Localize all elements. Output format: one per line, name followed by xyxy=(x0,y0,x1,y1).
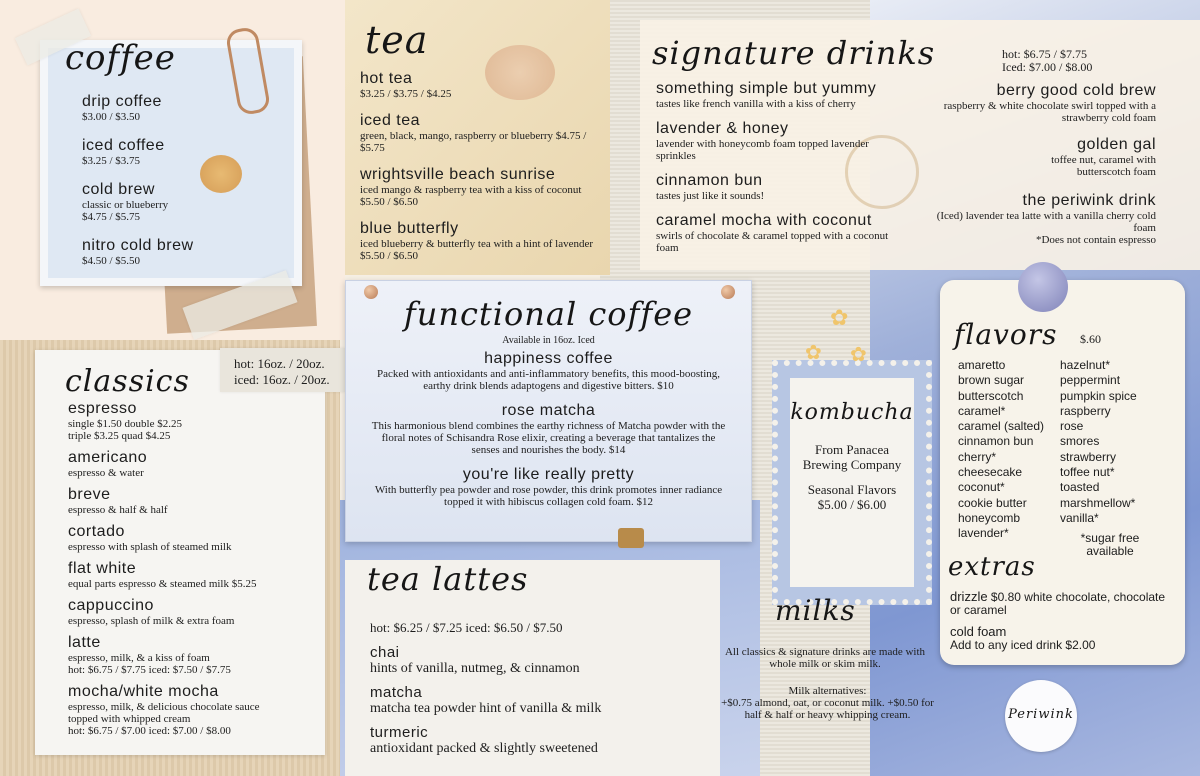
signature-item xyxy=(926,136,1156,178)
item-name: iced tea xyxy=(360,112,421,129)
kombucha-brewer: From Panacea Brewing Company xyxy=(802,442,902,472)
flower-icon: ✿ xyxy=(805,342,822,364)
item-name: nitro cold brew xyxy=(82,237,194,254)
item-desc: espresso, splash of milk & extra foam xyxy=(68,615,235,627)
item-desc: This harmonious blend combines the earthy richness of Matcha powder with the floral notes of Schisandra Rose elixir, creating a beverage that tantalizes the senses and nourishes the body. $14 xyxy=(371,420,726,456)
classics-size-iced: iced: 16oz. / 20oz. xyxy=(234,372,330,387)
milks-base-text: All classics & signature drinks are made with whole milk or skim milk. xyxy=(724,646,926,670)
item-price: $4.50 / $5.50 xyxy=(82,255,141,267)
tea-lattes-title: tea lattes xyxy=(367,560,529,598)
extras-cold-foam: cold foam xyxy=(950,624,1007,639)
classics-section xyxy=(35,350,325,755)
functional-subtitle: Available in 16oz. Iced xyxy=(502,335,595,346)
item-desc: equal parts espresso & steamed milk $5.25 xyxy=(68,578,257,590)
latte-item xyxy=(370,644,690,677)
functional-item xyxy=(371,466,726,508)
kombucha-section xyxy=(772,360,932,605)
flavors-section xyxy=(940,280,1185,665)
item-name: happiness coffee xyxy=(484,350,613,367)
item-name: hot tea xyxy=(360,70,413,87)
signature-item xyxy=(656,80,896,110)
item-name: you're like really pretty xyxy=(462,466,635,483)
tea-title: tea xyxy=(365,18,429,62)
flavor-item: caramel (salted) xyxy=(958,419,1045,434)
item-desc: matcha tea powder hint of vanilla & milk xyxy=(370,701,602,716)
functional-item xyxy=(371,402,726,456)
item-desc-2: triple $3.25 quad $4.25 xyxy=(68,430,171,442)
classics-title: classics xyxy=(65,364,190,399)
item-desc-2: hot: $6.75 / $7.75 iced: $7.50 / $7.75 xyxy=(68,664,231,676)
coffee-item xyxy=(82,181,282,223)
item-desc: iced blueberry & butterfly tea with a hint of lavender $5.50 / $6.50 xyxy=(360,238,594,262)
item-name: espresso xyxy=(68,400,137,417)
kombucha-title: kombucha xyxy=(790,400,914,425)
flavor-item: peppermint xyxy=(1060,373,1121,388)
tea-lattes-list xyxy=(370,644,690,764)
flavor-item: amaretto xyxy=(958,358,1006,372)
classics-size-tag xyxy=(220,348,345,392)
coffee-item xyxy=(82,137,282,167)
item-name: wrightsville beach sunrise xyxy=(360,166,556,183)
signature-price-iced: Iced: $7.00 / $8.00 xyxy=(1002,60,1093,74)
classics-item xyxy=(68,634,318,676)
item-desc: antioxidant packed & slightly sweetened xyxy=(370,741,598,756)
item-note: *Does not contain espresso xyxy=(1035,234,1156,246)
signature-list-right xyxy=(926,82,1156,253)
flavor-item: butterscotch xyxy=(958,388,1024,403)
flavor-item: vanilla* xyxy=(1060,510,1099,525)
flavors-column-1 xyxy=(958,358,1060,542)
flavor-item: hazelnut* xyxy=(1060,358,1111,372)
flavor-item: brown sugar xyxy=(958,373,1025,388)
flavors-list xyxy=(958,358,1170,542)
flavor-item: rose xyxy=(1060,419,1084,434)
wax-seal-icon xyxy=(1018,262,1068,312)
functional-title: functional coffee xyxy=(403,295,694,333)
item-desc: swirls of chocolate & caramel topped with a coconut foam xyxy=(656,230,889,254)
classics-item xyxy=(68,400,318,442)
item-name: breve xyxy=(68,486,111,503)
tea-list xyxy=(360,70,595,269)
signature-title: signature drinks xyxy=(652,34,936,72)
latte-item xyxy=(370,724,690,757)
signature-item xyxy=(656,212,896,254)
classics-item xyxy=(68,486,318,516)
milks-title: milks xyxy=(775,594,856,627)
coffee-title: coffee xyxy=(65,38,176,78)
item-name: mocha/white mocha xyxy=(68,683,219,700)
tea-item xyxy=(360,112,595,154)
signature-price-hot: hot: $6.75 / $7.75 xyxy=(1002,47,1088,61)
flavor-item: smores xyxy=(1060,434,1100,449)
item-name: cinnamon bun xyxy=(656,172,763,189)
item-desc: tastes just like it sounds! xyxy=(656,190,765,202)
item-desc: espresso, milk, & delicious chocolate sauce topped with whipped cream xyxy=(68,701,260,725)
milks-section xyxy=(715,590,940,776)
item-name: caramel mocha with coconut xyxy=(656,212,872,229)
item-desc: espresso with splash of steamed milk xyxy=(68,541,232,553)
classics-item xyxy=(68,597,318,627)
item-name: flat white xyxy=(68,560,137,577)
kombucha-flavors: Seasonal Flavors xyxy=(807,482,897,497)
kombucha-price: $5.00 / $6.00 xyxy=(817,497,887,512)
item-name: chai xyxy=(370,644,400,661)
flavor-item: caramel* xyxy=(958,403,1006,418)
binder-clip-icon xyxy=(618,528,644,548)
item-desc: toffee nut, caramel with butterscotch foam xyxy=(1051,154,1156,178)
flavor-item: toasted xyxy=(1060,480,1100,495)
item-desc: single $1.50 double $2.25 xyxy=(68,418,182,430)
item-name: cold brew xyxy=(82,181,155,198)
classics-list xyxy=(68,400,318,744)
item-name: turmeric xyxy=(370,724,429,741)
item-desc: espresso & half & half xyxy=(68,504,168,516)
item-desc: espresso, milk, & a kiss of foam xyxy=(68,652,210,664)
item-desc: hints of vanilla, nutmeg, & cinnamon xyxy=(370,661,580,676)
item-name: the periwink drink xyxy=(1022,192,1156,209)
milks-alt-text: +$0.75 almond, oat, or coconut milk. +$0.50 for half & half or heavy whipping cream. xyxy=(721,697,934,721)
item-desc: lavender with honeycomb foam topped lavender sprinkles xyxy=(656,138,869,162)
coffee-item xyxy=(82,93,282,123)
flavor-item: pumpkin spice xyxy=(1060,388,1137,403)
item-desc: green, black, mango, raspberry or blueberry $4.75 / $5.75 xyxy=(360,130,587,154)
item-desc: With butterfly pea powder and rose powder, this drink promotes inner radiance topped it with hibiscus collagen cold foam. $12 xyxy=(374,484,723,508)
item-name: cortado xyxy=(68,523,125,540)
flavors-column-2 xyxy=(1060,358,1170,542)
item-desc: (Iced) lavender tea latte with a vanilla cherry cold foam xyxy=(936,210,1156,234)
tea-item xyxy=(360,70,595,100)
flavor-item: cinnamon bun xyxy=(958,434,1034,449)
tea-item xyxy=(360,220,595,262)
flavors-title: flavors xyxy=(954,318,1058,351)
item-price: $4.75 / $5.75 xyxy=(82,211,141,223)
coffee-item xyxy=(82,237,282,267)
tea-section xyxy=(345,0,610,275)
flavors-price: $.60 xyxy=(1080,332,1101,346)
item-desc: classic or blueberry xyxy=(82,199,169,211)
tea-lattes-section xyxy=(345,560,720,776)
kombucha-inner xyxy=(790,378,914,587)
signature-item xyxy=(926,82,1156,124)
signature-drinks-section xyxy=(640,20,1200,270)
latte-item xyxy=(370,684,690,717)
extras-drizzle-desc: $0.80 white chocolate, chocolate or caramel xyxy=(950,590,1166,617)
flavor-item: strawberry xyxy=(1060,449,1117,464)
item-name: golden gal xyxy=(1077,136,1156,153)
signature-list-left xyxy=(656,80,896,261)
signature-item xyxy=(656,120,896,162)
flower-icon: ✿ xyxy=(850,344,867,366)
classics-item xyxy=(68,560,318,590)
functional-item xyxy=(371,350,726,392)
item-desc: raspberry & white chocolate swirl topped with a strawberry cold foam xyxy=(943,100,1156,124)
item-desc: iced mango & raspberry tea with a kiss of coconut $5.50 / $6.50 xyxy=(360,184,582,208)
extras-title: extras xyxy=(948,552,1036,582)
flavor-item: toffee nut* xyxy=(1060,465,1115,480)
signature-item xyxy=(656,172,896,202)
item-price: $3.25 / $3.75 xyxy=(82,155,141,167)
classics-item xyxy=(68,449,318,479)
classics-item xyxy=(68,523,318,553)
extras-drizzle xyxy=(950,590,1170,617)
item-name: americano xyxy=(68,449,148,466)
flavor-item: cheesecake xyxy=(958,465,1023,480)
extras-drizzle-name: drizzle xyxy=(950,589,988,604)
periwink-logo xyxy=(1005,680,1077,752)
tea-item xyxy=(360,166,595,208)
item-name: something simple but yummy xyxy=(656,80,877,97)
tea-lattes-prices: hot: $6.25 / $7.25 iced: $6.50 / $7.50 xyxy=(370,620,563,635)
item-name: cappuccino xyxy=(68,597,154,614)
flavor-item: cherry* xyxy=(958,449,997,464)
logo-text: Periwink xyxy=(1008,707,1074,722)
item-name: drip coffee xyxy=(82,93,162,110)
flavor-item: coconut* xyxy=(958,480,1005,495)
classics-size-hot: hot: 16oz. / 20oz. xyxy=(234,356,325,371)
flavor-item: marshmellow* xyxy=(1060,495,1136,510)
flavor-item: lavender* xyxy=(958,526,1009,541)
item-name: berry good cold brew xyxy=(996,82,1156,99)
classics-item xyxy=(68,683,318,737)
coffee-section xyxy=(0,0,345,340)
functional-list xyxy=(371,350,726,515)
item-desc: espresso & water xyxy=(68,467,144,479)
flavor-item: raspberry xyxy=(1060,403,1111,418)
item-name: lavender & honey xyxy=(656,120,789,137)
flavors-sugar-free-note: *sugar free available xyxy=(1080,531,1140,558)
flavor-item: cookie butter xyxy=(958,495,1027,510)
item-desc: $3.25 / $3.75 / $4.25 xyxy=(360,88,452,100)
milks-alt-heading: Milk alternatives: xyxy=(788,685,867,697)
item-name: matcha xyxy=(370,684,423,701)
item-name: blue butterfly xyxy=(360,220,459,237)
item-name: latte xyxy=(68,634,101,651)
item-price: $3.00 / $3.50 xyxy=(82,111,141,123)
item-name: iced coffee xyxy=(82,137,165,154)
functional-coffee-section xyxy=(345,280,752,542)
item-desc: Packed with antioxidants and anti-inflammatory benefits, this mood-boosting, earthy drink blends adaptogens and digestive bitters. $10 xyxy=(376,368,721,392)
extras-cold-foam-desc: Add to any iced drink $2.00 xyxy=(950,638,1096,652)
item-name: rose matcha xyxy=(501,402,596,419)
item-desc-2: hot: $6.75 / $7.00 iced: $7.00 / $8.00 xyxy=(68,725,231,737)
flavor-item: honeycomb xyxy=(958,510,1021,525)
coffee-list xyxy=(82,93,282,274)
flower-icon: ✿ xyxy=(830,305,849,330)
item-desc: tastes like french vanilla with a kiss of cherry xyxy=(656,98,856,110)
signature-item xyxy=(926,192,1156,246)
